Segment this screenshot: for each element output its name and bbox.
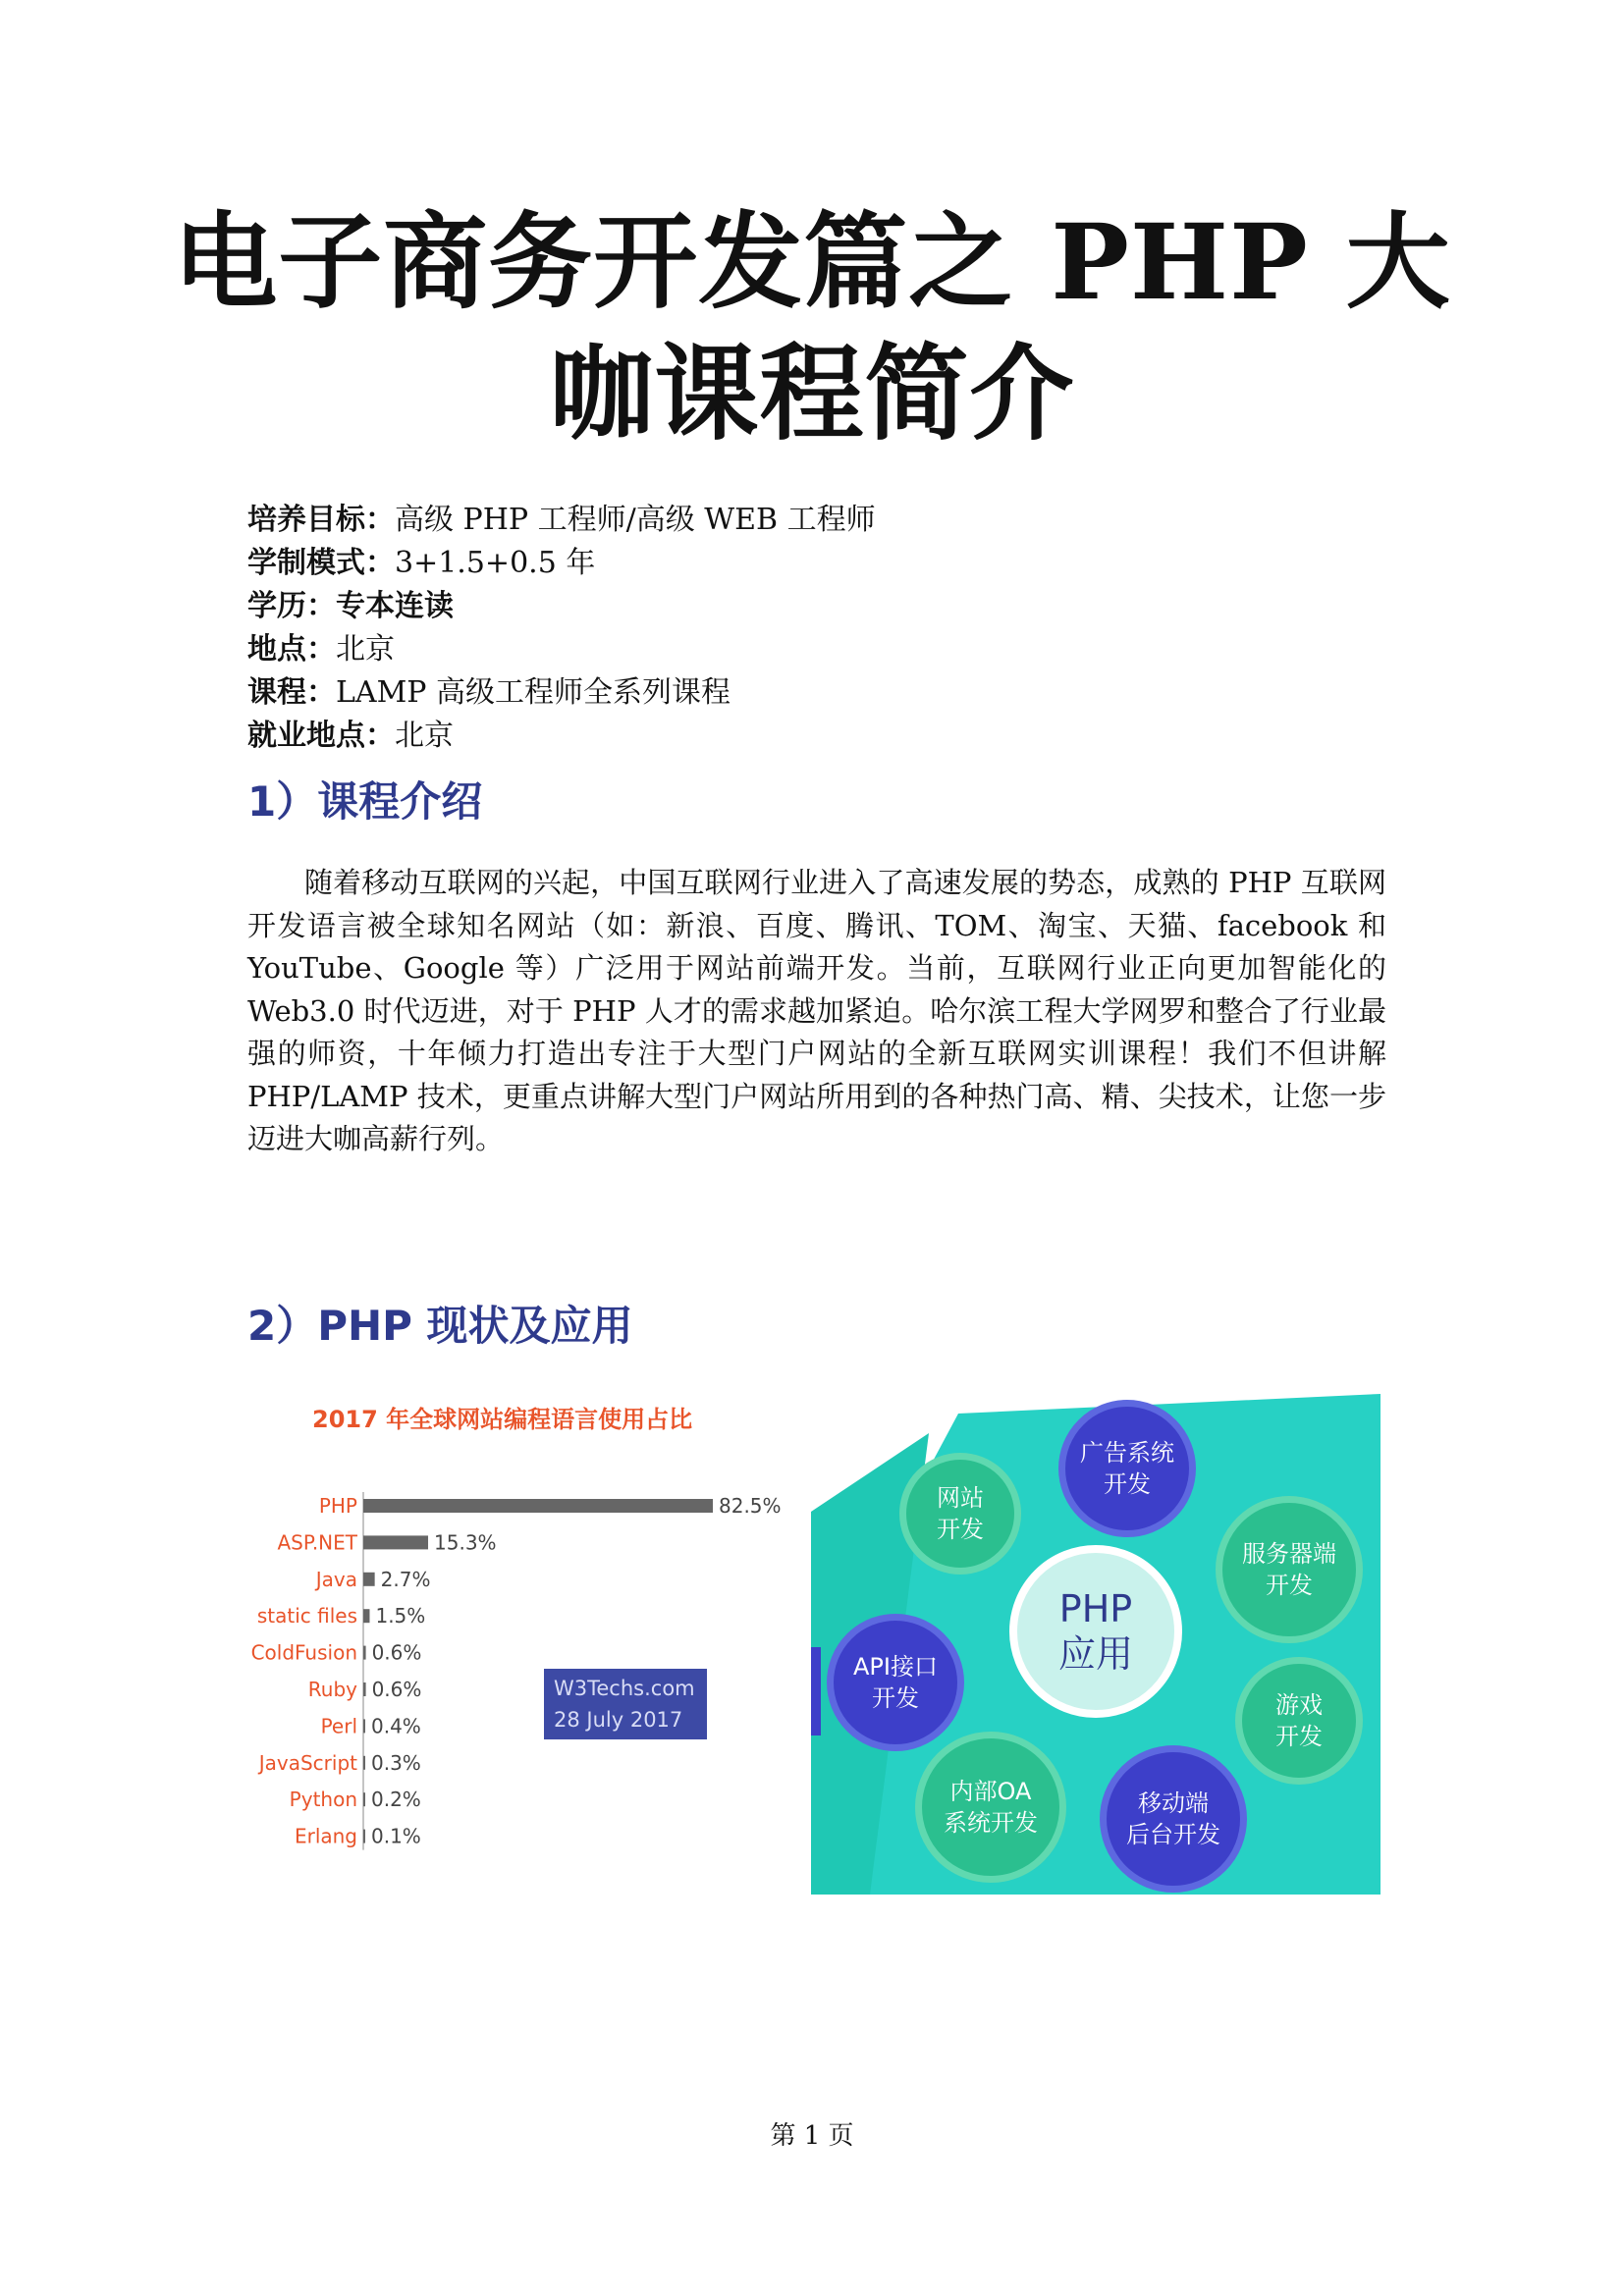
document-title bbox=[0, 196, 1624, 459]
bar bbox=[363, 1792, 365, 1806]
category-label: static files bbox=[256, 1604, 357, 1629]
value-label: 2.7% bbox=[380, 1567, 431, 1591]
bar bbox=[363, 1609, 369, 1623]
php-applications-diagram bbox=[811, 1394, 1380, 1895]
category-label: Erlang bbox=[294, 1824, 357, 1848]
language-usage-chart bbox=[251, 1392, 801, 1902]
info-row-course: 课程：LAMP 高级工程师全系列课程 bbox=[247, 675, 731, 710]
category-label: Python bbox=[289, 1788, 357, 1812]
app-bubble-center: PHP 应用 bbox=[1009, 1545, 1182, 1718]
page-footer: 第 1 页 bbox=[770, 2121, 854, 2151]
bar bbox=[363, 1535, 428, 1549]
category-label: ColdFusion bbox=[251, 1640, 357, 1665]
source-badge bbox=[544, 1669, 707, 1739]
section-heading-course-intro: 1）课程介绍 bbox=[247, 777, 483, 826]
bar bbox=[363, 1499, 713, 1513]
bar bbox=[363, 1830, 365, 1843]
category-label: ASP.NET bbox=[277, 1530, 357, 1555]
value-label: 1.5% bbox=[375, 1604, 426, 1629]
app-bubble-oa: 内部OA 系统开发 bbox=[915, 1732, 1066, 1883]
app-bubble-server: 服务器端 开发 bbox=[1216, 1496, 1363, 1643]
value-label: 0.1% bbox=[371, 1824, 421, 1848]
info-row-location: 地点：北京 bbox=[247, 632, 395, 667]
value-label: 0.3% bbox=[371, 1750, 421, 1775]
category-label: JavaScript bbox=[258, 1750, 357, 1775]
app-bubble-game: 游戏 开发 bbox=[1235, 1657, 1363, 1785]
title-line-1: 电子商务开发篇之 PHP 大 bbox=[173, 200, 1451, 323]
course-intro-paragraph: 随着移动互联网的兴起，中国互联网行业进入了高速发展的势态，成熟的 PHP 互联网开发语言被全球知名网站（如：新浪、百度、腾讯、TOM、淘宝、天猫、facebook 和 YouTube、Google 等）广泛用于网站前端开发。当前，互联网行业正向更加智能化的 Web3.0 时代迈进，对于 PHP 人才的需求越加紧迫。哈尔滨工程大学网罗和整合了行业最强的师资，十年倾力打造出专注于大型门户网站的全新互联网实训课程！我们不但讲解 PHP/LAMP 技术，更重点讲解大型门户网站所用到的各种热门高、精、尖技术，让您一步迈进大咖高薪行列。 bbox=[247, 866, 1386, 1155]
section-heading-php-status: 2）PHP 现状及应用 bbox=[247, 1302, 633, 1350]
bar bbox=[363, 1682, 366, 1696]
app-bubble-website: 网站 开发 bbox=[899, 1453, 1021, 1575]
value-label: 15.3% bbox=[434, 1530, 497, 1555]
app-bubble-mobile-backend: 移动端 后台开发 bbox=[1100, 1745, 1247, 1893]
category-label: Ruby bbox=[307, 1678, 357, 1701]
info-row-mode: 学制模式：3+1.5+0.5 年 bbox=[247, 546, 596, 580]
value-label: 0.2% bbox=[371, 1788, 421, 1812]
chart-title: 2017 年全球网站编程语言使用占比 bbox=[312, 1406, 693, 1433]
bar-chart-svg bbox=[251, 1392, 801, 1902]
bar bbox=[363, 1756, 365, 1770]
bar bbox=[363, 1646, 366, 1660]
app-bubble-api: API接口 开发 bbox=[827, 1614, 964, 1751]
bar bbox=[363, 1719, 365, 1733]
bar bbox=[363, 1573, 375, 1586]
category-label: Java bbox=[315, 1567, 357, 1591]
source-line-2: 28 July 2017 bbox=[554, 1708, 683, 1732]
app-bubble-ad-system: 广告系统 开发 bbox=[1058, 1400, 1196, 1537]
course-info-list bbox=[247, 499, 1386, 758]
title-line-2: 咖课程简介 bbox=[549, 332, 1075, 454]
value-label: 0.4% bbox=[371, 1714, 421, 1738]
value-label: 82.5% bbox=[719, 1494, 782, 1518]
info-row-employment: 就业地点：北京 bbox=[247, 719, 454, 753]
info-row-goal: 培养目标：高级 PHP 工程师/高级 WEB 工程师 bbox=[247, 503, 876, 537]
category-label: PHP bbox=[318, 1494, 357, 1518]
value-label: 0.6% bbox=[371, 1678, 422, 1701]
source-line-1: W3Techs.com bbox=[554, 1677, 695, 1700]
info-row-degree: 学历：专本连读 bbox=[247, 589, 454, 623]
value-label: 0.6% bbox=[371, 1640, 422, 1665]
category-label: Perl bbox=[320, 1714, 357, 1738]
